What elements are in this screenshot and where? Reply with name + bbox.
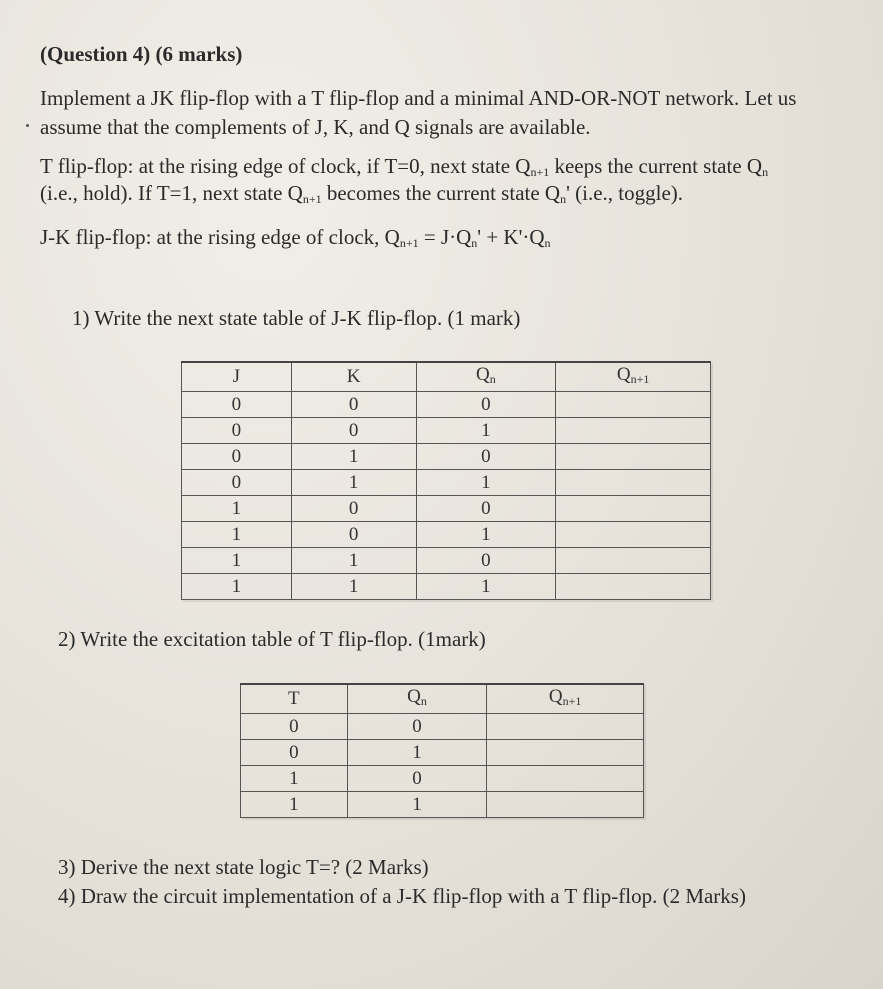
jk-table-row xyxy=(182,548,711,574)
jk-definition-line: J-K flip-flop: at the rising edge of clock, $Q_{n+1} = J\cdot Q_n' + K'\cdot Q_n$ xyxy=(40,225,551,250)
intro-line-1: Implement a JK flip-flop with a T flip-flop and a minimal AND-OR-NOT network. Let us xyxy=(40,86,797,110)
jk-table-row xyxy=(182,522,711,548)
jk-table-cell: 1 xyxy=(416,418,556,444)
jk-table-cell: 1 xyxy=(416,574,556,600)
t-table-cell: 0 xyxy=(241,714,348,740)
jk-table-header-cell: $Q_n$ xyxy=(416,362,556,392)
jk-table-cell: 1 xyxy=(182,496,292,522)
jk-table-cell: 0 xyxy=(182,470,292,496)
t-table-cell: 0 xyxy=(347,714,487,740)
jk-table-cell: 1 xyxy=(182,522,292,548)
t-table-header-cell: $Q_n$ xyxy=(347,684,487,714)
jk-table-cell xyxy=(556,444,711,470)
t-table-cell xyxy=(487,740,644,766)
jk-table-cell: 1 xyxy=(182,548,292,574)
t-table-cell: 1 xyxy=(347,792,487,818)
margin-dot xyxy=(26,124,29,127)
t-table-cell xyxy=(487,792,644,818)
t-table-cell: 1 xyxy=(241,792,348,818)
jk-table-cell: 0 xyxy=(291,522,416,548)
jk-table-cell: 1 xyxy=(416,470,556,496)
t-table-cell: 0 xyxy=(241,740,348,766)
jk-table-cell xyxy=(556,392,711,418)
jk-table-cell xyxy=(556,470,711,496)
jk-table-cell xyxy=(556,522,711,548)
part-4-prompt: 4) Draw the circuit implementation of a J-K flip-flop with a T flip-flop. (2 Marks) xyxy=(58,884,746,908)
jk-table-cell: 0 xyxy=(291,496,416,522)
jk-table-row xyxy=(182,392,711,418)
jk-table-header-row xyxy=(182,362,711,392)
tff-definition-line-1: T flip-flop: at the rising edge of clock, if T=0, next state $Q_{n+1}$ keeps the current state $Q_n$ xyxy=(40,154,769,179)
jk-table-cell: 1 xyxy=(182,574,292,600)
intro-line-2: assume that the complements of J, K, and Q signals are available. xyxy=(40,115,591,139)
t-table-cell: 0 xyxy=(347,766,487,792)
jk-table-header-cell: J xyxy=(182,362,292,392)
t-table-header-row xyxy=(241,684,644,714)
t-excitation-table xyxy=(240,683,644,818)
jk-table-cell xyxy=(556,496,711,522)
jk-table-cell xyxy=(556,574,711,600)
jk-table-cell: 0 xyxy=(416,496,556,522)
jk-table-row xyxy=(182,496,711,522)
t-table-row xyxy=(241,714,644,740)
t-table-cell xyxy=(487,766,644,792)
jk-table-cell: 0 xyxy=(182,444,292,470)
jk-table-cell: 0 xyxy=(416,548,556,574)
jk-table-row xyxy=(182,470,711,496)
jk-table-row xyxy=(182,418,711,444)
jk-table-cell: 0 xyxy=(291,392,416,418)
jk-table-cell xyxy=(556,548,711,574)
jk-table-header-cell: K xyxy=(291,362,416,392)
jk-next-state-table xyxy=(181,361,711,600)
jk-table-cell xyxy=(556,418,711,444)
tff-definition-line-2: (i.e., hold). If T=1, next state $Q_{n+1}$ becomes the current state $Q_n'$ (i.e., toggle). xyxy=(40,181,684,206)
t-table-row xyxy=(241,792,644,818)
jk-table-cell: 0 xyxy=(416,444,556,470)
t-table-row xyxy=(241,766,644,792)
jk-table-row xyxy=(182,574,711,600)
jk-table-cell: 1 xyxy=(416,522,556,548)
t-table-row xyxy=(241,740,644,766)
jk-table-header-cell: $Q_{n+1}$ xyxy=(556,362,711,392)
jk-table-cell: 0 xyxy=(182,392,292,418)
jk-table-cell: 0 xyxy=(291,418,416,444)
part-2-prompt: 2) Write the excitation table of T flip-flop. (1mark) xyxy=(58,627,486,651)
jk-table-cell: 1 xyxy=(291,548,416,574)
question-heading: (Question 4) (6 marks) xyxy=(40,42,243,66)
jk-table-cell: 1 xyxy=(291,470,416,496)
part-1-prompt: 1) Write the next state table of J-K flip-flop. (1 mark) xyxy=(72,306,521,330)
t-table-header-cell: T xyxy=(241,684,348,714)
part-3-prompt: 3) Derive the next state logic T=? (2 Marks) xyxy=(58,855,429,879)
t-table-header-cell: $Q_{n+1}$ xyxy=(487,684,644,714)
t-table-cell xyxy=(487,714,644,740)
jk-table-cell: 0 xyxy=(182,418,292,444)
jk-table-cell: 1 xyxy=(291,574,416,600)
t-table-cell: 1 xyxy=(241,766,348,792)
jk-table-cell: 1 xyxy=(291,444,416,470)
t-table-cell: 1 xyxy=(347,740,487,766)
jk-table-row xyxy=(182,444,711,470)
jk-table-cell: 0 xyxy=(416,392,556,418)
